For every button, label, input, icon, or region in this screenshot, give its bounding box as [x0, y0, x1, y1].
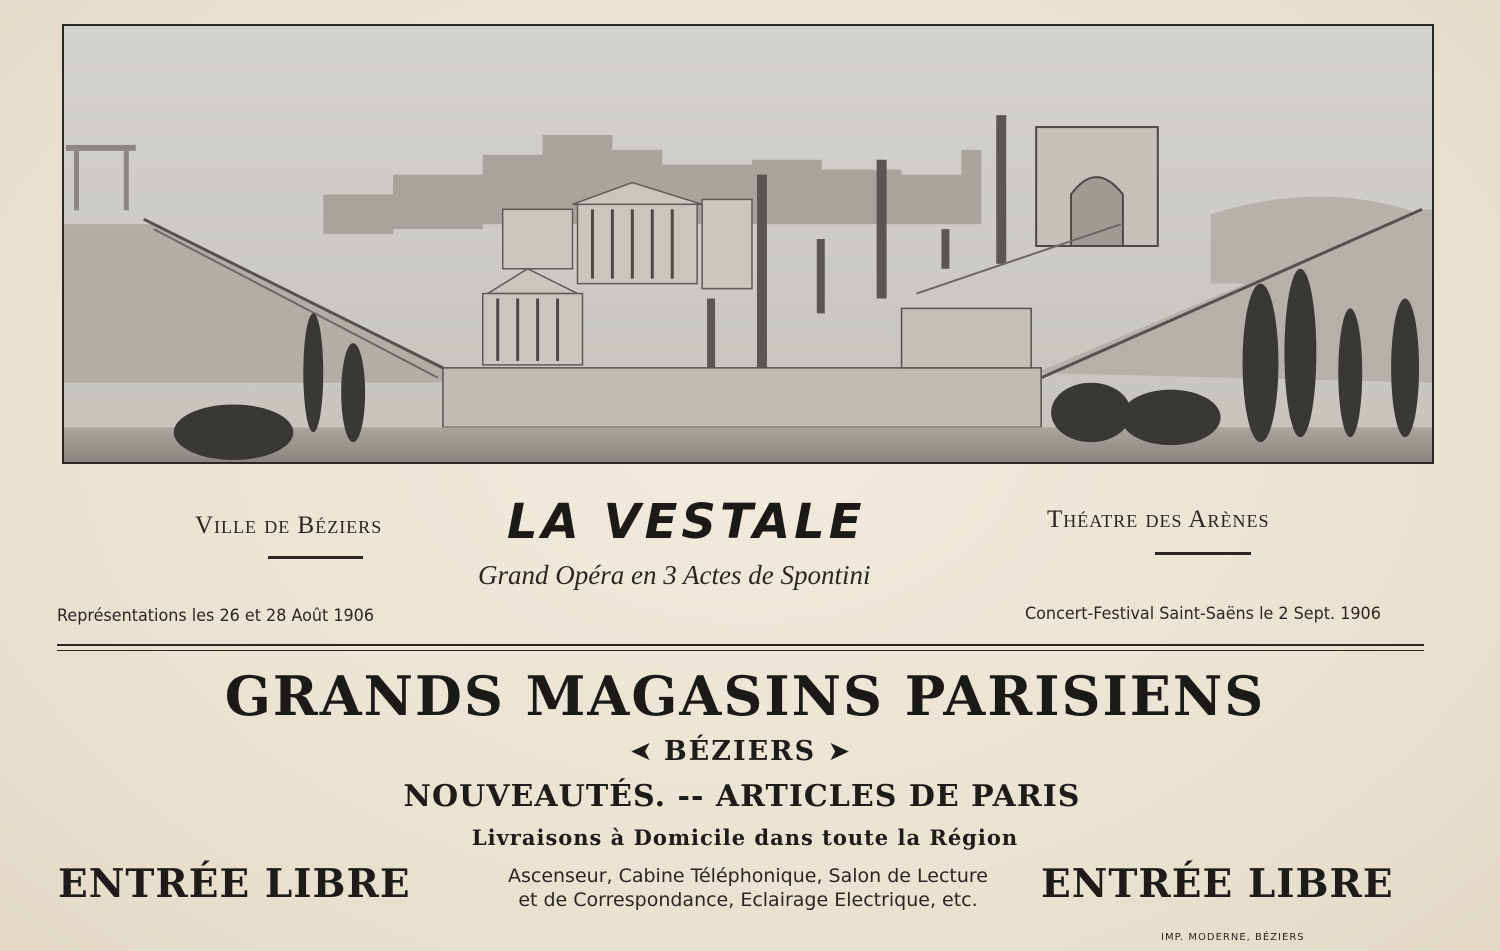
amenities-line-2: et de Correspondance, Eclairage Electrique, etc. [518, 889, 978, 911]
amenities [463, 864, 1033, 912]
store-city [0, 736, 1480, 767]
opera-title: LA VESTALE [507, 494, 866, 550]
delivery-line: Livraisons à Domicile dans toute la Région [471, 825, 1019, 850]
opera-subtitle: Grand Opéra en 3 Actes de Spontini [478, 560, 871, 590]
novelties-line: NOUVEAUTÉS. -- ARTICLES DE PARIS [403, 779, 1081, 814]
section-rule-thin [57, 650, 1424, 651]
section-rule [57, 644, 1424, 646]
roman-arena-scene-icon [64, 26, 1432, 462]
entree-libre-right: ENTRÉE LIBRE [1041, 861, 1394, 907]
left-divider [268, 556, 363, 559]
store-name: GRANDS MAGASINS PARISIENS [224, 664, 1266, 728]
performance-dates: Représentations les 26 et 28 Août 1906 [57, 606, 375, 626]
concert-festival: Concert-Festival Saint-Saëns le 2 Sept. 1906 [1025, 604, 1381, 624]
city-heading: Ville de Béziers [195, 512, 383, 539]
arrow-left-icon: ➤ [629, 736, 653, 767]
entree-libre-left: ENTRÉE LIBRE [58, 861, 411, 907]
city-label: BÉZIERS [663, 736, 817, 767]
amenities-line-1: Ascenseur, Cabine Téléphonique, Salon de Lecture [507, 865, 988, 887]
theatre-heading: Théatre des Arènes [1047, 506, 1270, 533]
right-divider [1155, 552, 1251, 555]
printer-imprint: IMP. MODERNE, BÉZIERS [1161, 932, 1305, 943]
arena-illustration [62, 24, 1434, 464]
arrow-right-icon: ➤ [827, 736, 851, 767]
